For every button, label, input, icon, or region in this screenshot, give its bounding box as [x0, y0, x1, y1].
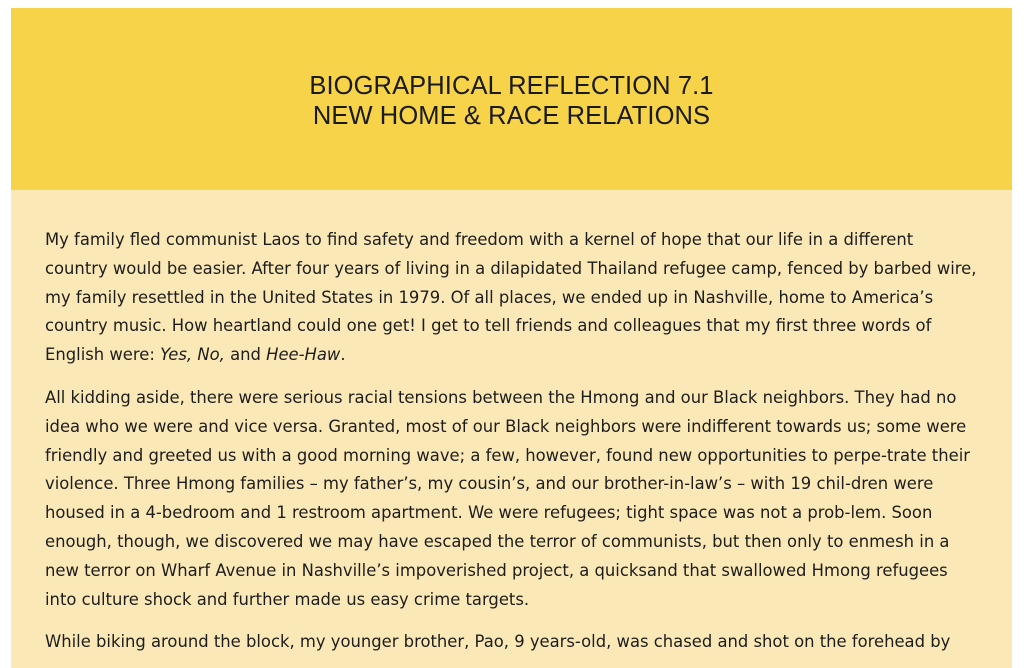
paragraph-1-yes-no: Yes, No, — [160, 345, 225, 365]
paragraph-1-hee-haw: Hee-Haw — [266, 345, 341, 365]
paragraph-1-text: My family fled communist Laos to find safety and freedom with a kernel of hope that our life in a different country would be easier. After four years of living in a dilapidated Thailand refugee camp, fenced by barbed wire, my family resettled in the United States in 1979. Of all places, we ended up in Nashville, home to America’s country music. How heartland could one get! I get to tell friends and colleagues that my first three words of English were: — [45, 230, 977, 365]
title-line-1: BIOGRAPHICAL REFLECTION 7.1 — [309, 72, 714, 100]
reflection-title — [309, 71, 713, 131]
reflection-body — [11, 190, 1012, 668]
paragraph-1 — [45, 226, 978, 370]
reflection-header — [11, 8, 1012, 190]
reflection-box — [11, 8, 1012, 668]
title-line-2: NEW HOME & RACE RELATIONS — [312, 102, 711, 130]
paragraph-1-and: and — [224, 345, 267, 365]
paragraph-1-end: . — [340, 345, 346, 365]
paragraph-2: All kidding aside, there were serious racial tensions between the Hmong and our Black neighbors. They had no idea who we were and vice versa. Granted, most of our Black neighbors were indifferent towards us; some were friendly and greeted us with a good morning wave; a few, however, found new opportunities to perpe-trate their violence. Three Hmong families – my father’s, my cousin’s, and our brother-in-law’s – with 19 chil-dren were housed in a 4-bedroom and 1 restroom apartment. We were refugees; tight space was not a prob-lem. Soon enough, though, we discovered we may have escaped the terror of communists, but then only to enmesh in a new terror on Wharf Avenue in Nashville’s impoverished project, a quicksand that swallowed Hmong refugees into culture shock and further made us easy crime targets. — [45, 387, 970, 609]
paragraph-3: While biking around the block, my younger brother, Pao, 9 years-old, was chased and shot on the forehead by — [45, 632, 951, 652]
